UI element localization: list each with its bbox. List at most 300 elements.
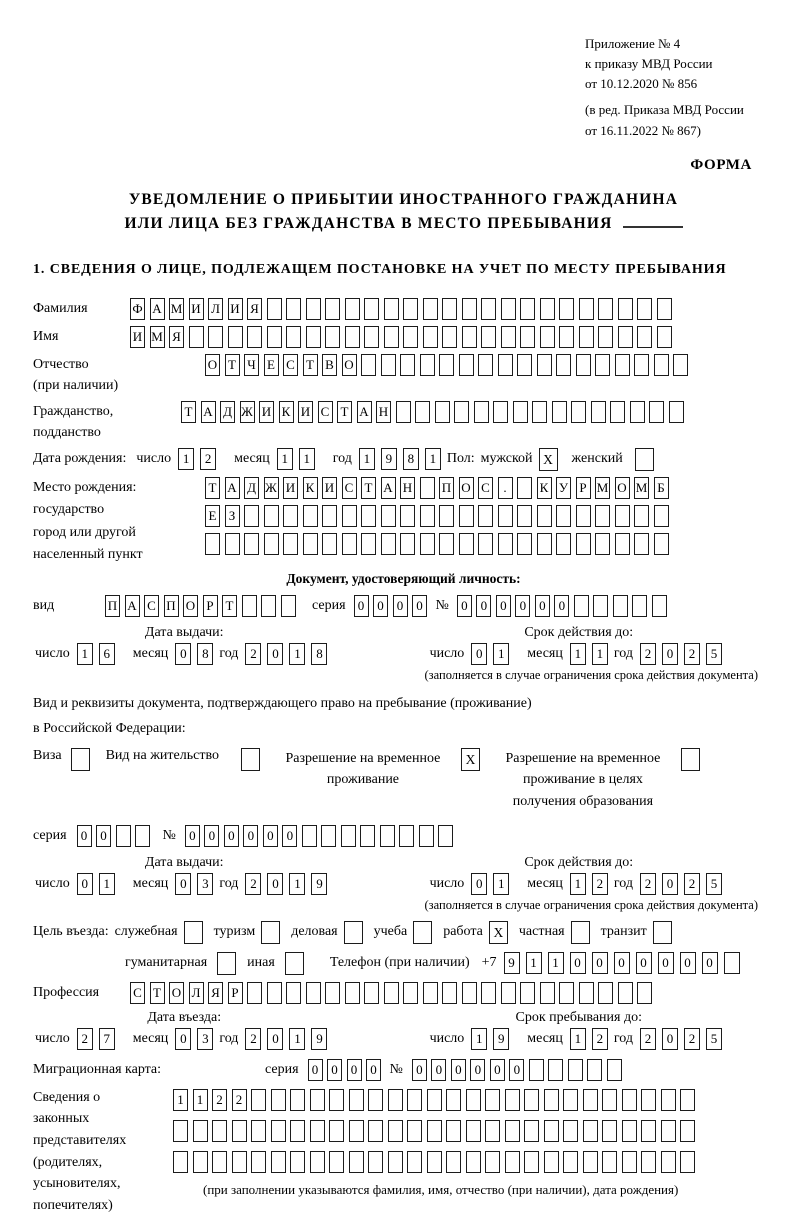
char-box[interactable]: 0	[702, 952, 718, 974]
char-box[interactable]	[520, 298, 535, 320]
legal-reps-line1-input[interactable]	[173, 1089, 700, 1111]
char-box[interactable]: 0	[327, 1059, 342, 1081]
char-box[interactable]: И	[189, 298, 204, 320]
char-box[interactable]	[641, 1089, 656, 1111]
char-box[interactable]	[396, 401, 411, 423]
char-box[interactable]	[548, 1059, 563, 1081]
char-box[interactable]	[342, 505, 357, 527]
char-box[interactable]: 1	[277, 448, 293, 470]
char-box[interactable]	[563, 1151, 578, 1173]
char-box[interactable]: И	[130, 326, 145, 348]
char-box[interactable]	[381, 354, 396, 376]
birth-month-input[interactable]	[277, 448, 321, 470]
char-box[interactable]	[466, 1089, 481, 1111]
char-box[interactable]	[583, 1151, 598, 1173]
char-box[interactable]: И	[322, 477, 337, 499]
char-box[interactable]	[579, 298, 594, 320]
char-box[interactable]	[537, 533, 552, 555]
char-box[interactable]: 1	[289, 643, 305, 665]
char-box[interactable]: 2	[592, 1028, 608, 1050]
char-box[interactable]: 0	[224, 825, 239, 847]
char-box[interactable]: 0	[175, 1028, 191, 1050]
char-box[interactable]	[420, 354, 435, 376]
char-box[interactable]: 8	[403, 448, 419, 470]
char-box[interactable]	[610, 401, 625, 423]
char-box[interactable]: П	[439, 477, 454, 499]
char-box[interactable]	[462, 298, 477, 320]
char-box[interactable]	[345, 982, 360, 1004]
char-box[interactable]	[212, 1120, 227, 1142]
char-box[interactable]	[381, 505, 396, 527]
char-box[interactable]	[420, 505, 435, 527]
char-box[interactable]	[462, 982, 477, 1004]
char-box[interactable]: Р	[576, 477, 591, 499]
char-box[interactable]	[193, 1151, 208, 1173]
char-box[interactable]	[303, 505, 318, 527]
char-box[interactable]: 1	[548, 952, 564, 974]
char-box[interactable]: 0	[175, 643, 191, 665]
char-box[interactable]	[381, 533, 396, 555]
char-box[interactable]	[602, 1089, 617, 1111]
char-box[interactable]	[661, 1120, 676, 1142]
char-box[interactable]	[669, 401, 684, 423]
char-box[interactable]	[571, 401, 586, 423]
char-box[interactable]	[442, 326, 457, 348]
char-box[interactable]: К	[303, 477, 318, 499]
char-box[interactable]	[388, 1151, 403, 1173]
char-box[interactable]	[459, 354, 474, 376]
residence-issue-month-input[interactable]	[175, 873, 219, 895]
char-box[interactable]	[493, 401, 508, 423]
char-box[interactable]: 1	[77, 643, 93, 665]
char-box[interactable]: 0	[412, 595, 427, 617]
char-box[interactable]: 0	[77, 825, 92, 847]
char-box[interactable]: 0	[267, 643, 283, 665]
char-box[interactable]	[247, 326, 262, 348]
char-box[interactable]	[244, 505, 259, 527]
char-box[interactable]	[583, 1089, 598, 1111]
char-box[interactable]: Я	[208, 982, 223, 1004]
char-box[interactable]	[593, 595, 608, 617]
char-box[interactable]	[598, 982, 613, 1004]
char-box[interactable]: С	[283, 354, 298, 376]
char-box[interactable]	[232, 1120, 247, 1142]
doc-series-input[interactable]	[354, 595, 432, 617]
char-box[interactable]	[537, 505, 552, 527]
char-box[interactable]: 1	[193, 1089, 208, 1111]
char-box[interactable]: 6	[99, 643, 115, 665]
char-box[interactable]	[407, 1120, 422, 1142]
char-box[interactable]: К	[279, 401, 294, 423]
char-box[interactable]	[466, 1151, 481, 1173]
char-box[interactable]	[244, 533, 259, 555]
char-box[interactable]	[271, 1089, 286, 1111]
char-box[interactable]	[423, 326, 438, 348]
char-box[interactable]: 1	[592, 643, 608, 665]
purpose-turizm-checkbox[interactable]	[261, 921, 280, 944]
char-box[interactable]: П	[105, 595, 120, 617]
purpose-gumanitarnaya-checkbox[interactable]	[217, 952, 236, 975]
char-box[interactable]: 0	[471, 643, 487, 665]
char-box[interactable]: 2	[77, 1028, 93, 1050]
char-box[interactable]: 0	[243, 825, 258, 847]
char-box[interactable]: 1	[99, 873, 115, 895]
char-box[interactable]	[595, 354, 610, 376]
char-box[interactable]	[281, 595, 296, 617]
char-box[interactable]: 1	[289, 1028, 305, 1050]
char-box[interactable]	[322, 533, 337, 555]
char-box[interactable]	[637, 326, 652, 348]
char-box[interactable]: 1	[493, 873, 509, 895]
identity-valid-month-input[interactable]	[570, 643, 614, 665]
char-box[interactable]: Л	[208, 298, 223, 320]
char-box[interactable]	[360, 825, 375, 847]
char-box[interactable]	[427, 1151, 442, 1173]
char-box[interactable]: 2	[640, 643, 656, 665]
char-box[interactable]: С	[144, 595, 159, 617]
char-box[interactable]	[563, 1089, 578, 1111]
char-box[interactable]	[615, 533, 630, 555]
char-box[interactable]	[403, 982, 418, 1004]
char-box[interactable]: 1	[359, 448, 375, 470]
purpose-chastnaya-checkbox[interactable]	[571, 921, 590, 944]
birth-place-line3-input[interactable]	[205, 533, 673, 555]
char-box[interactable]	[498, 354, 513, 376]
char-box[interactable]	[251, 1151, 266, 1173]
char-box[interactable]: 2	[200, 448, 216, 470]
char-box[interactable]: 0	[308, 1059, 323, 1081]
char-box[interactable]	[634, 505, 649, 527]
char-box[interactable]	[286, 326, 301, 348]
char-box[interactable]: З	[225, 505, 240, 527]
char-box[interactable]	[513, 401, 528, 423]
char-box[interactable]: 0	[515, 595, 530, 617]
char-box[interactable]: Е	[264, 354, 279, 376]
char-box[interactable]: И	[228, 298, 243, 320]
char-box[interactable]: Т	[225, 354, 240, 376]
residence-valid-month-input[interactable]	[570, 873, 614, 895]
char-box[interactable]: Л	[189, 982, 204, 1004]
char-box[interactable]	[524, 1089, 539, 1111]
char-box[interactable]	[501, 326, 516, 348]
migration-number-input[interactable]	[412, 1059, 627, 1081]
char-box[interactable]	[520, 982, 535, 1004]
identity-issue-year-input[interactable]	[245, 643, 333, 665]
char-box[interactable]: 0	[393, 595, 408, 617]
char-box[interactable]	[501, 298, 516, 320]
char-box[interactable]	[576, 505, 591, 527]
char-box[interactable]	[680, 1151, 695, 1173]
char-box[interactable]	[602, 1151, 617, 1173]
char-box[interactable]: Ф	[130, 298, 145, 320]
char-box[interactable]	[329, 1151, 344, 1173]
char-box[interactable]: 0	[490, 1059, 505, 1081]
char-box[interactable]	[349, 1151, 364, 1173]
char-box[interactable]	[618, 982, 633, 1004]
char-box[interactable]: 0	[204, 825, 219, 847]
char-box[interactable]: О	[459, 477, 474, 499]
char-box[interactable]: 1	[289, 873, 305, 895]
doc-type-input[interactable]	[105, 595, 300, 617]
char-box[interactable]	[652, 595, 667, 617]
char-box[interactable]	[474, 401, 489, 423]
char-box[interactable]	[290, 1120, 305, 1142]
char-box[interactable]	[540, 326, 555, 348]
char-box[interactable]	[310, 1089, 325, 1111]
char-box[interactable]: Р	[228, 982, 243, 1004]
char-box[interactable]: С	[342, 477, 357, 499]
char-box[interactable]	[654, 533, 669, 555]
char-box[interactable]	[618, 326, 633, 348]
residence-issue-day-input[interactable]	[77, 873, 121, 895]
char-box[interactable]: М	[150, 326, 165, 348]
char-box[interactable]: 5	[706, 643, 722, 665]
char-box[interactable]: 2	[640, 1028, 656, 1050]
char-box[interactable]: 3	[197, 873, 213, 895]
char-box[interactable]	[173, 1151, 188, 1173]
char-box[interactable]: 0	[570, 952, 586, 974]
entry-month-input[interactable]	[175, 1028, 219, 1050]
purpose-inaya-checkbox[interactable]	[285, 952, 304, 975]
char-box[interactable]	[517, 477, 532, 499]
char-box[interactable]	[361, 505, 376, 527]
char-box[interactable]: 0	[347, 1059, 362, 1081]
char-box[interactable]	[654, 354, 669, 376]
char-box[interactable]	[228, 326, 243, 348]
char-box[interactable]	[427, 1120, 442, 1142]
char-box[interactable]	[345, 326, 360, 348]
char-box[interactable]: 0	[636, 952, 652, 974]
char-box[interactable]	[439, 533, 454, 555]
char-box[interactable]	[368, 1120, 383, 1142]
char-box[interactable]	[438, 825, 453, 847]
char-box[interactable]: Е	[205, 505, 220, 527]
char-box[interactable]: С	[130, 982, 145, 1004]
legal-reps-line2-input[interactable]	[173, 1120, 700, 1142]
char-box[interactable]: М	[169, 298, 184, 320]
char-box[interactable]	[680, 1089, 695, 1111]
char-box[interactable]	[618, 298, 633, 320]
char-box[interactable]	[462, 326, 477, 348]
char-box[interactable]: Т	[150, 982, 165, 1004]
char-box[interactable]	[364, 982, 379, 1004]
profession-input[interactable]	[130, 982, 657, 1004]
char-box[interactable]: М	[634, 477, 649, 499]
char-box[interactable]: С	[478, 477, 493, 499]
char-box[interactable]: Р	[203, 595, 218, 617]
char-box[interactable]: 2	[684, 873, 700, 895]
char-box[interactable]	[576, 533, 591, 555]
char-box[interactable]: А	[201, 401, 216, 423]
char-box[interactable]	[189, 326, 204, 348]
char-box[interactable]: 0	[267, 873, 283, 895]
char-box[interactable]: Д	[244, 477, 259, 499]
char-box[interactable]	[641, 1120, 656, 1142]
char-box[interactable]: 0	[263, 825, 278, 847]
char-box[interactable]: 1	[570, 643, 586, 665]
char-box[interactable]: М	[595, 477, 610, 499]
char-box[interactable]	[481, 326, 496, 348]
char-box[interactable]: Я	[169, 326, 184, 348]
char-box[interactable]: А	[125, 595, 140, 617]
char-box[interactable]	[481, 298, 496, 320]
char-box[interactable]	[442, 982, 457, 1004]
char-box[interactable]	[622, 1120, 637, 1142]
char-box[interactable]	[485, 1151, 500, 1173]
char-box[interactable]	[544, 1151, 559, 1173]
char-box[interactable]	[540, 298, 555, 320]
char-box[interactable]: 2	[245, 1028, 261, 1050]
char-box[interactable]: 0	[175, 873, 191, 895]
char-box[interactable]: Ж	[240, 401, 255, 423]
char-box[interactable]	[271, 1120, 286, 1142]
char-box[interactable]	[637, 298, 652, 320]
identity-valid-day-input[interactable]	[471, 643, 515, 665]
char-box[interactable]	[583, 1120, 598, 1142]
char-box[interactable]: 9	[493, 1028, 509, 1050]
char-box[interactable]: 9	[311, 1028, 327, 1050]
residence-permit-checkbox[interactable]	[241, 748, 260, 771]
char-box[interactable]	[232, 1151, 247, 1173]
residence-series-input[interactable]	[77, 825, 155, 847]
char-box[interactable]	[325, 298, 340, 320]
char-box[interactable]	[587, 1059, 602, 1081]
char-box[interactable]: 9	[504, 952, 520, 974]
char-box[interactable]: 0	[96, 825, 111, 847]
stay-year-input[interactable]	[640, 1028, 728, 1050]
char-box[interactable]	[622, 1089, 637, 1111]
char-box[interactable]	[637, 982, 652, 1004]
char-box[interactable]: Т	[181, 401, 196, 423]
char-box[interactable]	[271, 1151, 286, 1173]
char-box[interactable]	[329, 1120, 344, 1142]
char-box[interactable]	[630, 401, 645, 423]
char-box[interactable]	[361, 533, 376, 555]
residence-valid-year-input[interactable]	[640, 873, 728, 895]
char-box[interactable]	[329, 1089, 344, 1111]
char-box[interactable]	[303, 533, 318, 555]
char-box[interactable]	[264, 505, 279, 527]
char-box[interactable]: .	[498, 477, 513, 499]
char-box[interactable]: 5	[706, 873, 722, 895]
char-box[interactable]	[529, 1059, 544, 1081]
char-box[interactable]	[306, 326, 321, 348]
surname-input[interactable]	[130, 298, 676, 320]
char-box[interactable]	[598, 326, 613, 348]
char-box[interactable]: К	[537, 477, 552, 499]
char-box[interactable]: 2	[245, 873, 261, 895]
char-box[interactable]	[649, 401, 664, 423]
char-box[interactable]	[517, 354, 532, 376]
char-box[interactable]	[478, 505, 493, 527]
char-box[interactable]	[400, 533, 415, 555]
char-box[interactable]	[342, 533, 357, 555]
gender-male-checkbox[interactable]: X	[539, 448, 558, 471]
char-box[interactable]: 1	[299, 448, 315, 470]
char-box[interactable]	[559, 982, 574, 1004]
char-box[interactable]: 9	[311, 873, 327, 895]
char-box[interactable]	[306, 298, 321, 320]
char-box[interactable]: 0	[592, 952, 608, 974]
char-box[interactable]	[251, 1089, 266, 1111]
char-box[interactable]: 1	[173, 1089, 188, 1111]
char-box[interactable]	[423, 298, 438, 320]
char-box[interactable]	[407, 1151, 422, 1173]
char-box[interactable]: И	[298, 401, 313, 423]
char-box[interactable]	[310, 1151, 325, 1173]
char-box[interactable]	[579, 326, 594, 348]
char-box[interactable]	[568, 1059, 583, 1081]
char-box[interactable]	[364, 326, 379, 348]
purpose-ucheba-checkbox[interactable]	[413, 921, 432, 944]
char-box[interactable]: 0	[457, 595, 472, 617]
purpose-rabota-checkbox[interactable]: X	[489, 921, 508, 944]
char-box[interactable]: У	[556, 477, 571, 499]
char-box[interactable]	[478, 354, 493, 376]
doc-number-input[interactable]	[457, 595, 672, 617]
char-box[interactable]	[407, 1089, 422, 1111]
char-box[interactable]	[634, 354, 649, 376]
char-box[interactable]	[454, 401, 469, 423]
char-box[interactable]	[361, 354, 376, 376]
purpose-tranzit-checkbox[interactable]	[653, 921, 672, 944]
char-box[interactable]	[173, 1120, 188, 1142]
char-box[interactable]	[283, 505, 298, 527]
char-box[interactable]	[680, 1120, 695, 1142]
char-box[interactable]	[403, 326, 418, 348]
char-box[interactable]: 2	[592, 873, 608, 895]
birth-place-line1-input[interactable]	[205, 477, 673, 499]
char-box[interactable]	[264, 533, 279, 555]
char-box[interactable]: 2	[640, 873, 656, 895]
char-box[interactable]: 8	[197, 643, 213, 665]
char-box[interactable]	[261, 595, 276, 617]
temp-residence-checkbox[interactable]: X	[461, 748, 480, 771]
char-box[interactable]	[537, 354, 552, 376]
char-box[interactable]	[341, 825, 356, 847]
char-box[interactable]	[286, 298, 301, 320]
char-box[interactable]: Ж	[264, 477, 279, 499]
char-box[interactable]	[459, 505, 474, 527]
char-box[interactable]	[591, 401, 606, 423]
char-box[interactable]	[384, 298, 399, 320]
char-box[interactable]	[364, 298, 379, 320]
char-box[interactable]: Т	[205, 477, 220, 499]
char-box[interactable]	[286, 982, 301, 1004]
char-box[interactable]: А	[381, 477, 396, 499]
temp-residence-edu-checkbox[interactable]	[681, 748, 700, 771]
char-box[interactable]	[446, 1089, 461, 1111]
char-box[interactable]	[595, 533, 610, 555]
char-box[interactable]	[540, 982, 555, 1004]
char-box[interactable]	[466, 1120, 481, 1142]
char-box[interactable]	[481, 982, 496, 1004]
char-box[interactable]: 0	[509, 1059, 524, 1081]
char-box[interactable]	[657, 326, 672, 348]
char-box[interactable]	[345, 298, 360, 320]
char-box[interactable]	[267, 326, 282, 348]
char-box[interactable]: Т	[222, 595, 237, 617]
char-box[interactable]: 2	[245, 643, 261, 665]
char-box[interactable]	[661, 1151, 676, 1173]
char-box[interactable]: 9	[381, 448, 397, 470]
migration-series-input[interactable]	[308, 1059, 386, 1081]
char-box[interactable]	[321, 825, 336, 847]
char-box[interactable]: Т	[361, 477, 376, 499]
char-box[interactable]	[247, 982, 262, 1004]
char-box[interactable]	[349, 1120, 364, 1142]
char-box[interactable]	[559, 326, 574, 348]
